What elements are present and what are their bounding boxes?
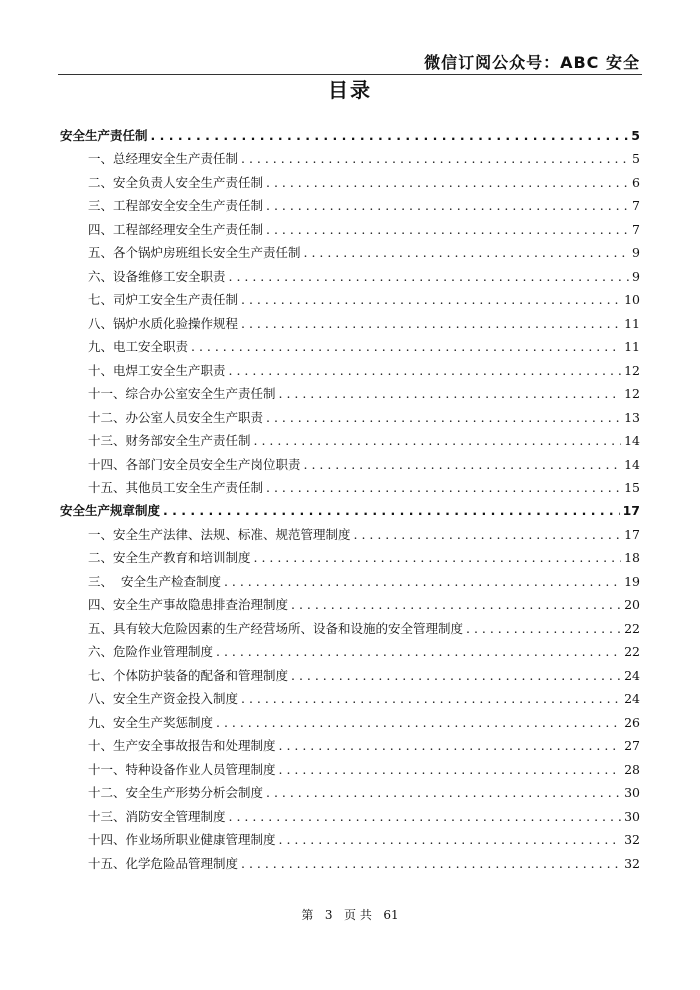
toc-entry-page-number: 17 (622, 503, 640, 519)
toc-dot-leader (254, 546, 622, 569)
toc-entry[interactable] (60, 218, 640, 241)
toc-entry-title: 七、个体防护装备的配备和管理制度 (88, 667, 289, 683)
toc-entry[interactable] (60, 546, 640, 569)
toc-entry-page-number: 20 (624, 597, 640, 613)
toc-entry-page-number: 19 (624, 573, 640, 589)
toc-dot-leader (229, 805, 622, 828)
toc-entry-page-number: 30 (624, 785, 640, 801)
toc-entry-page-number: 32 (624, 832, 640, 848)
footer-prefix: 第 (301, 908, 314, 922)
toc-entry-title: 八、安全生产资金投入制度 (88, 691, 239, 707)
toc-dot-leader (304, 241, 630, 264)
toc-entry-title: 安全生产责任制 (60, 127, 148, 143)
toc-entry[interactable] (60, 734, 640, 757)
toc-dot-leader (466, 617, 621, 640)
toc-entry-title: 十二、办公室人员安全生产职责 (88, 409, 264, 425)
toc-entry[interactable] (60, 288, 640, 311)
toc-dot-leader (229, 359, 622, 382)
toc-entry[interactable] (60, 711, 640, 734)
toc-entry-page-number: 22 (624, 620, 640, 636)
toc-dot-leader (216, 711, 621, 734)
toc-entry-title: 十四、各部门安全员安全生产岗位职责 (88, 456, 301, 472)
toc-dot-leader (279, 828, 622, 851)
toc-entry-title: 十三、财务部安全生产责任制 (88, 433, 251, 449)
toc-entry[interactable] (60, 828, 640, 851)
footer-total-pages: 61 (383, 908, 399, 922)
toc-entry-title: 十二、安全生产形势分析会制度 (88, 785, 264, 801)
toc-entry-title: 十四、作业场所职业健康管理制度 (88, 832, 276, 848)
toc-entry-title: 十、电焊工安全生产职责 (88, 362, 226, 378)
toc-entry[interactable] (60, 805, 640, 828)
toc-entry-title: 七、司炉工安全生产责任制 (88, 292, 239, 308)
toc-entry-title: 一、总经理安全生产责任制 (88, 151, 239, 167)
toc-entry[interactable] (60, 406, 640, 429)
toc-entry[interactable] (60, 781, 640, 804)
toc-entry-page-number: 6 (632, 174, 640, 190)
toc-entry-page-number: 24 (624, 667, 640, 683)
toc-entry-page-number: 9 (632, 268, 640, 284)
toc-dot-leader (191, 335, 621, 358)
toc-entry[interactable] (60, 171, 640, 194)
toc-entry-page-number: 12 (624, 362, 640, 378)
toc-dot-leader (216, 640, 621, 663)
toc-entry[interactable] (60, 758, 640, 781)
toc-entry-title: 四、工程部经理安全生产责任制 (88, 221, 264, 237)
toc-dot-leader (279, 382, 622, 405)
toc-entry[interactable] (60, 147, 640, 170)
toc-entry-page-number: 15 (624, 480, 640, 496)
toc-entry[interactable] (60, 453, 640, 476)
toc-entry[interactable] (60, 617, 640, 640)
toc-entry-title: 十五、其他员工安全生产责任制 (88, 480, 264, 496)
toc-entry-page-number: 12 (624, 386, 640, 402)
toc-section-entry[interactable] (60, 500, 640, 523)
toc-entry-page-number: 7 (632, 221, 640, 237)
table-of-contents (60, 124, 640, 875)
toc-entry-page-number: 27 (624, 738, 640, 754)
toc-entry[interactable] (60, 382, 640, 405)
toc-entry-title: 四、安全生产事故隐患排查治理制度 (88, 597, 289, 613)
toc-entry-page-number: 5 (632, 151, 640, 167)
toc-entry[interactable] (60, 640, 640, 663)
toc-entry-page-number: 7 (632, 198, 640, 214)
header-title: 微信订阅公众号：ABC 安全 (424, 53, 640, 72)
toc-dot-leader (266, 781, 621, 804)
toc-entry-title: 十一、综合办公室安全生产责任制 (88, 386, 276, 402)
toc-entry[interactable] (60, 570, 640, 593)
toc-entry-title: 十三、消防安全管理制度 (88, 808, 226, 824)
toc-entry-page-number: 26 (624, 714, 640, 730)
toc-entry-page-number: 17 (624, 526, 640, 542)
toc-dot-leader (151, 124, 629, 147)
toc-entry-title: 一、安全生产法律、法规、标准、规范管理制度 (88, 526, 351, 542)
toc-dot-leader (241, 312, 621, 335)
toc-entry-page-number: 11 (624, 339, 640, 355)
toc-entry-title: 九、安全生产奖惩制度 (88, 714, 214, 730)
toc-dot-leader (229, 265, 630, 288)
toc-entry[interactable] (60, 593, 640, 616)
toc-entry-page-number: 5 (631, 127, 640, 143)
toc-section-entry[interactable] (60, 124, 640, 147)
toc-entry-title: 十一、特种设备作业人员管理制度 (88, 761, 276, 777)
toc-entry[interactable] (60, 687, 640, 710)
toc-entry-page-number: 13 (624, 409, 640, 425)
toc-entry-title: 五、具有较大危险因素的生产经营场所、设备和设施的安全管理制度 (88, 620, 464, 636)
toc-dot-leader (304, 453, 622, 476)
toc-entry-page-number: 24 (624, 691, 640, 707)
toc-entry-title: 十、生产安全事故报告和处理制度 (88, 738, 276, 754)
toc-dot-leader (241, 288, 621, 311)
toc-entry[interactable] (60, 429, 640, 452)
toc-entry-page-number: 18 (624, 550, 640, 566)
toc-entry-title: 安全生产规章制度 (60, 503, 161, 519)
toc-heading: 目录 (328, 78, 372, 102)
footer-current-page: 3 (324, 908, 333, 922)
toc-entry-page-number: 9 (632, 245, 640, 261)
toc-entry-title: 六、设备维修工安全职责 (88, 268, 226, 284)
toc-dot-leader (224, 570, 621, 593)
toc-entry-title: 二、安全生产教育和培训制度 (88, 550, 251, 566)
toc-dot-leader (279, 758, 622, 781)
toc-dot-leader (266, 171, 629, 194)
page-footer (0, 906, 700, 923)
toc-entry-title: 六、危险作业管理制度 (88, 644, 214, 660)
toc-entry[interactable] (60, 194, 640, 217)
toc-dot-leader (266, 218, 629, 241)
toc-dot-leader (291, 664, 621, 687)
toc-entry-page-number: 22 (624, 644, 640, 660)
toc-entry-title: 八、锅炉水质化验操作规程 (88, 315, 239, 331)
toc-entry-page-number: 10 (624, 292, 640, 308)
toc-dot-leader (266, 194, 629, 217)
toc-dot-leader (254, 429, 622, 452)
toc-entry-title: 三、 安全生产检查制度 (88, 573, 221, 589)
toc-entry-page-number: 28 (624, 761, 640, 777)
toc-entry[interactable] (60, 359, 640, 382)
toc-entry-title: 五、各个锅炉房班组长安全生产责任制 (88, 245, 301, 261)
footer-middle: 页 共 (344, 908, 372, 922)
toc-dot-leader (241, 852, 621, 875)
toc-entry-page-number: 30 (624, 808, 640, 824)
toc-dot-leader (266, 406, 621, 429)
toc-entry[interactable] (60, 312, 640, 335)
toc-entry-title: 二、安全负责人安全生产责任制 (88, 174, 264, 190)
toc-dot-leader (163, 500, 620, 523)
toc-dot-leader (241, 147, 629, 170)
toc-entry-title: 三、工程部安全安全生产责任制 (88, 198, 264, 214)
toc-entry-title: 十五、化学危险品管理制度 (88, 855, 239, 871)
toc-entry-page-number: 14 (624, 433, 640, 449)
toc-dot-leader (266, 476, 621, 499)
toc-dot-leader (241, 687, 621, 710)
toc-dot-leader (291, 593, 621, 616)
toc-dot-leader (279, 734, 622, 757)
toc-entry-page-number: 11 (624, 315, 640, 331)
toc-entry-page-number: 14 (624, 456, 640, 472)
toc-entry[interactable] (60, 523, 640, 546)
toc-entry-title: 九、电工安全职责 (88, 339, 189, 355)
toc-entry[interactable] (60, 664, 640, 687)
toc-entry[interactable] (60, 476, 640, 499)
toc-entry-page-number: 32 (624, 855, 640, 871)
toc-entry[interactable] (60, 265, 640, 288)
toc-entry[interactable] (60, 335, 640, 358)
toc-entry[interactable] (60, 852, 640, 875)
toc-entry[interactable] (60, 241, 640, 264)
toc-dot-leader (354, 523, 622, 546)
